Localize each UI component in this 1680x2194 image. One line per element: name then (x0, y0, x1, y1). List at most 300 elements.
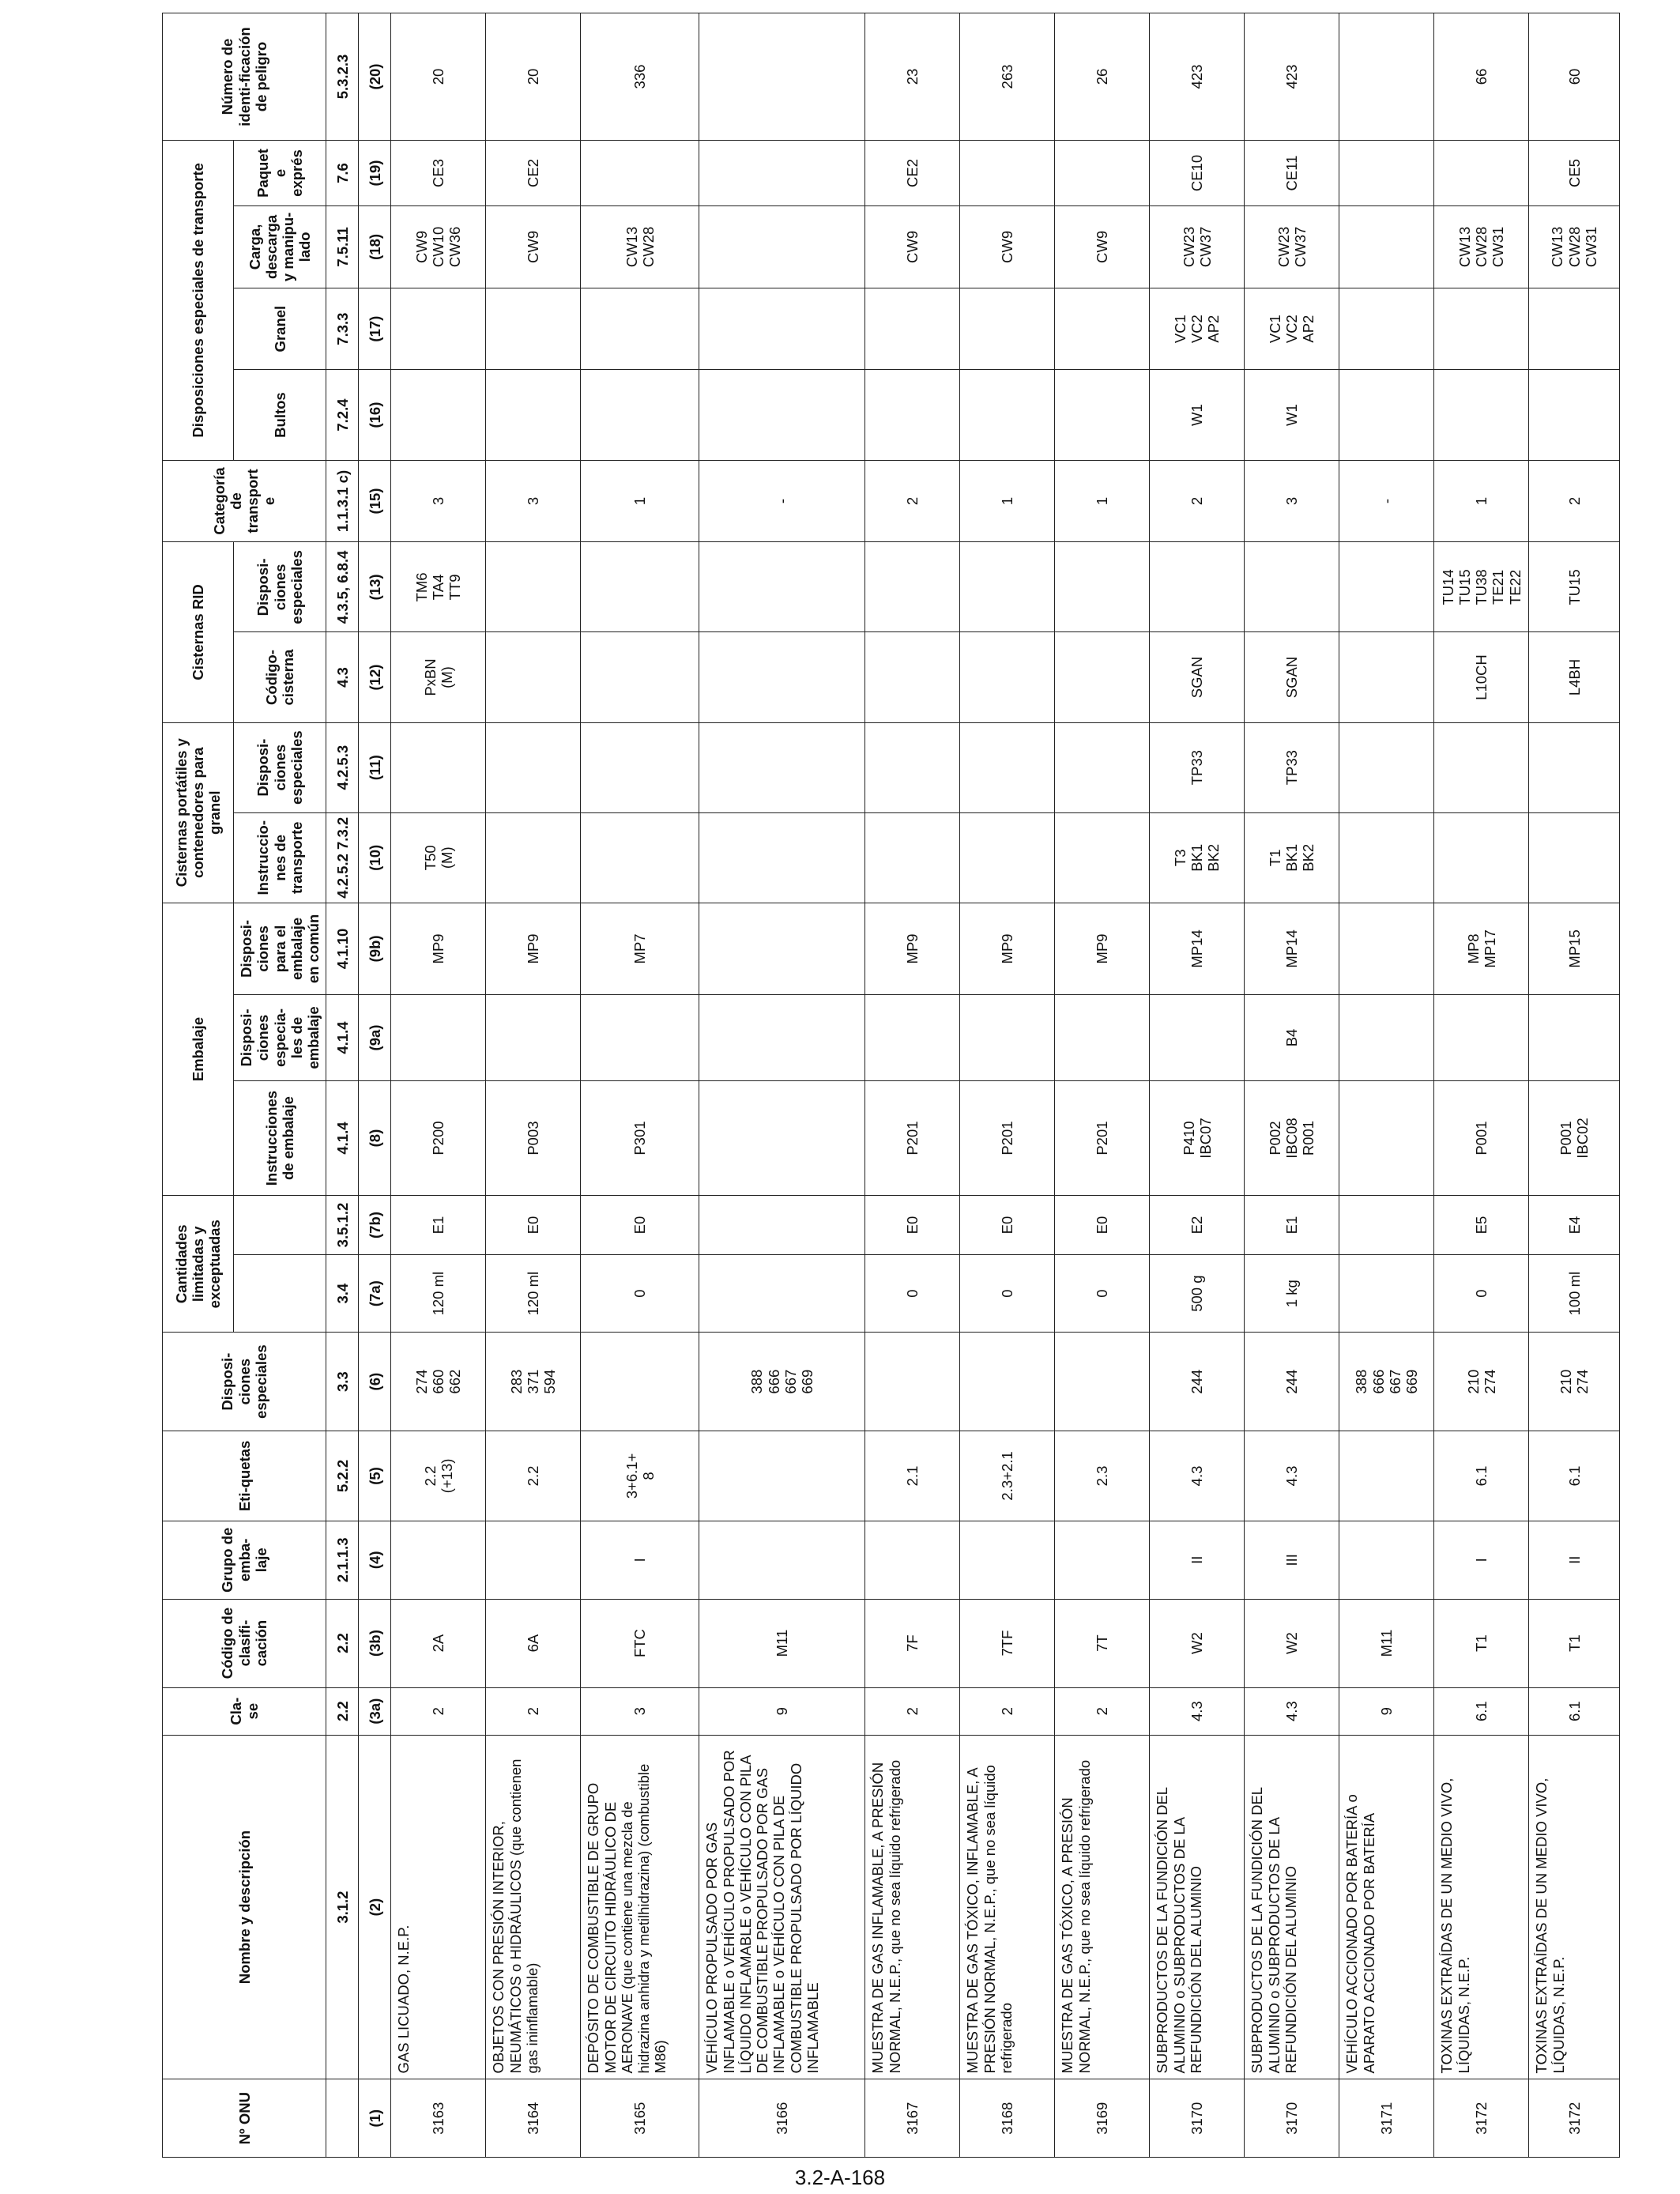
cell-c16 (1245, 370, 1339, 460)
cell-text: 423 (1283, 64, 1301, 89)
cell-c9a (960, 995, 1055, 1081)
cell-c17 (1150, 288, 1245, 370)
cell-text: 3172 (1473, 2102, 1490, 2135)
cell-text: 4.3 (1283, 1701, 1301, 1722)
header-bultos: Bultos (234, 370, 326, 460)
cell-c6 (1339, 1333, 1434, 1431)
cell-text: P001 (1473, 1121, 1490, 1155)
cell-c3b (1434, 1599, 1529, 1687)
header-disposiciones: Disposi-ciones especiales (163, 1333, 326, 1431)
cell-c11 (486, 722, 581, 812)
cell-text: 2.2 (+13) (421, 1458, 455, 1494)
cell-c10 (1434, 812, 1529, 903)
cell-text: OBJETOS CON PRESIÓN INTERIOR, NEUMÁTICOS o HIDRÁULICOS (que contienen gas ininflamable) (490, 1759, 541, 2074)
cell-c13 (1529, 542, 1620, 632)
cell-text: E0 (999, 1216, 1016, 1235)
cell-text: P002 IBC08 R001 (1266, 1118, 1317, 1159)
cell-c4 (1245, 1521, 1339, 1600)
cell-c11 (391, 722, 486, 812)
cell-c3b (865, 1599, 960, 1687)
cell-c9a (1339, 995, 1434, 1081)
cell-c11 (699, 722, 865, 812)
cell-c17 (1339, 288, 1434, 370)
cell-c8 (1434, 1080, 1529, 1195)
cell-text: SUBPRODUCTOS DE LA FUNDICIÓN DEL ALUMINIO o SUBPRODUCTOS DE LA REFUNDICIÓN DEL ALUMINIO (1249, 1787, 1299, 2074)
cell-c7a (1339, 1254, 1434, 1333)
header-cantidades-a (234, 1254, 326, 1333)
cell-c13 (960, 542, 1055, 632)
reference-row-cell: 1.1.3.1 c) (326, 460, 359, 542)
cell-c4 (391, 1521, 486, 1600)
column-number-row-cell: (16) (359, 370, 391, 460)
cell-c3a (486, 1687, 581, 1735)
cell-c5 (391, 1431, 486, 1521)
cell-c16 (699, 370, 865, 460)
cell-c19 (391, 141, 486, 206)
cell-c20 (1245, 13, 1339, 141)
cell-c8 (581, 1080, 699, 1195)
header-cantidades-b (234, 1196, 326, 1255)
rotated-table (162, 13, 1599, 2158)
cell-c8 (960, 1080, 1055, 1195)
cell-text: 3 (631, 1707, 649, 1716)
column-number-row-cell: (7a) (359, 1254, 391, 1333)
cell-text: 6.1 (1565, 1701, 1583, 1722)
reference-row (326, 13, 359, 2158)
cell-un (960, 2079, 1055, 2158)
cell-text: FTC (631, 1629, 649, 1658)
cell-text: 3168 (999, 2102, 1016, 2135)
header-codigo-cisterna: Código-cisterna (234, 632, 326, 722)
cell-c6 (1055, 1333, 1150, 1431)
column-number-row-cell: (10) (359, 812, 391, 903)
cell-name (1150, 1735, 1245, 2079)
cell-c17 (1245, 288, 1339, 370)
cell-c13 (1434, 542, 1529, 632)
cell-text: III (1283, 1554, 1301, 1566)
cell-c20 (1339, 13, 1434, 141)
cell-c12 (1055, 632, 1150, 722)
cell-text: SGAN (1283, 656, 1301, 699)
header-disp-embalaje: Disposi-ciones especia-les de embalaje (234, 995, 326, 1081)
cell-c18 (865, 206, 960, 288)
cell-text: 3164 (525, 2102, 542, 2135)
cell-text: T3 BK1 BK2 (1171, 843, 1222, 872)
cell-c15 (699, 460, 865, 542)
cell-text: P001 IBC02 (1558, 1118, 1591, 1159)
cell-c9a (486, 995, 581, 1081)
cell-c7b (1245, 1196, 1339, 1255)
cell-c7b (1434, 1196, 1529, 1255)
cell-text: 3167 (904, 2102, 921, 2135)
cell-c20 (960, 13, 1055, 141)
cell-c5 (581, 1431, 699, 1521)
header-cantidades: Cantidades limitadas y exceptuadas (163, 1196, 234, 1333)
cell-text: TP33 (1188, 750, 1206, 786)
cell-text: 2.2 (525, 1465, 542, 1487)
column-number-row-cell: (6) (359, 1333, 391, 1431)
cell-c9b (1339, 903, 1434, 994)
cell-c19 (1055, 141, 1150, 206)
cell-c9b (1529, 903, 1620, 994)
cell-c12 (865, 632, 960, 722)
cell-c13 (1339, 542, 1434, 632)
cell-c15 (1339, 460, 1434, 542)
header-instrucciones-embalaje: Instrucciones de embalaje (234, 1080, 326, 1195)
cell-text: 6A (525, 1634, 542, 1653)
table-row (1339, 13, 1434, 2158)
cell-c5 (486, 1431, 581, 1521)
cell-text: 120 ml (430, 1271, 447, 1316)
reference-row-cell: 7.2.4 (326, 370, 359, 460)
header-clase: Cla-se (163, 1687, 326, 1735)
cell-c12 (1529, 632, 1620, 722)
cell-c20 (1055, 13, 1150, 141)
cell-text: MP14 (1188, 929, 1206, 968)
cell-text: CW13 CW28 CW31 (1549, 226, 1599, 268)
cell-text: - (774, 498, 791, 504)
cell-c19 (1339, 141, 1434, 206)
cell-c10 (581, 812, 699, 903)
cell-text: E4 (1565, 1216, 1583, 1235)
cell-c10 (1055, 812, 1150, 903)
cell-text: 9 (1378, 1707, 1396, 1716)
cell-text: CW23 CW37 (1180, 226, 1214, 268)
cell-c3b (486, 1599, 581, 1687)
reference-row-cell: 3.4 (326, 1254, 359, 1333)
cell-text: 1 (999, 496, 1016, 506)
cell-text: 283 371 594 (507, 1369, 559, 1394)
cell-c19 (1529, 141, 1620, 206)
column-number-row-cell: (15) (359, 460, 391, 542)
reference-row-cell: 7.6 (326, 141, 359, 206)
cell-text: 3163 (430, 2102, 447, 2135)
cell-text: MP9 (1094, 933, 1111, 964)
cell-c19 (1245, 141, 1339, 206)
reference-row-cell: 7.3.3 (326, 288, 359, 370)
cell-c5 (960, 1431, 1055, 1521)
cell-c15 (1245, 460, 1339, 542)
cell-text: 4.3 (1188, 1465, 1206, 1487)
cell-c15 (1055, 460, 1150, 542)
cell-c8 (1150, 1080, 1245, 1195)
reference-row-cell: 4.3 (326, 632, 359, 722)
cell-c16 (1434, 370, 1529, 460)
cell-c11 (1150, 722, 1245, 812)
cell-c3b (1339, 1599, 1434, 1687)
cell-text: 500 g (1188, 1275, 1206, 1312)
cell-text: P003 (525, 1121, 542, 1155)
cell-text: 3172 (1565, 2102, 1583, 2135)
cell-text: 6.1 (1473, 1465, 1490, 1487)
cell-c20 (699, 13, 865, 141)
cell-text: 388 666 667 669 (1353, 1369, 1421, 1394)
header-carga: Carga, descarga y manipu-lado (234, 206, 326, 288)
cell-c16 (1055, 370, 1150, 460)
cell-c20 (486, 13, 581, 141)
cell-c6 (865, 1333, 960, 1431)
cell-text: E0 (904, 1216, 921, 1235)
cell-text: CE2 (904, 159, 921, 188)
cell-name (1434, 1735, 1529, 2079)
column-number-row-cell: (20) (359, 13, 391, 141)
cell-c9a (1529, 995, 1620, 1081)
cell-text: - (1378, 498, 1396, 504)
cell-text: 274 660 662 (412, 1369, 464, 1394)
cell-text: 100 ml (1565, 1271, 1583, 1316)
reference-row-cell: 3.1.2 (326, 1735, 359, 2079)
cell-text: P201 (999, 1121, 1016, 1155)
cell-c7b (1339, 1196, 1434, 1255)
cell-c20 (1529, 13, 1620, 141)
cell-c3a (391, 1687, 486, 1735)
cell-c8 (1245, 1080, 1339, 1195)
cell-text: E0 (525, 1216, 542, 1235)
cell-text: 2.1 (904, 1465, 921, 1487)
cell-c7b (960, 1196, 1055, 1255)
column-number-row (359, 13, 391, 2158)
cell-text: 3 (525, 496, 542, 506)
cell-c13 (1055, 542, 1150, 632)
header-cisternas-portatiles: Cisternas portátiles y contenedores para granel (163, 722, 234, 903)
cell-text: CE5 (1565, 159, 1583, 188)
cell-text: 9 (774, 1707, 791, 1716)
cell-name (1055, 1735, 1150, 2079)
cell-text: CW9 CW10 CW36 (412, 226, 464, 268)
cell-name (960, 1735, 1055, 2079)
cell-c19 (1150, 141, 1245, 206)
column-number-row-cell: (18) (359, 206, 391, 288)
cell-c13 (699, 542, 865, 632)
cell-c12 (581, 632, 699, 722)
cell-c7b (699, 1196, 865, 1255)
cell-text: GAS LICUADO, N.E.P. (395, 1924, 412, 2074)
cell-c16 (486, 370, 581, 460)
cell-c3a (1150, 1687, 1245, 1735)
cell-un (391, 2079, 486, 2158)
cell-c4 (1055, 1521, 1150, 1600)
cell-text: 3166 (774, 2102, 791, 2135)
cell-text: SUBPRODUCTOS DE LA FUNDICIÓN DEL ALUMINIO o SUBPRODUCTOS DE LA REFUNDICIÓN DEL ALUMINIO (1154, 1787, 1204, 2074)
cell-c19 (699, 141, 865, 206)
cell-text: MP9 (904, 933, 921, 964)
cell-c7a (391, 1254, 486, 1333)
header-peligro: Número de identi-ficación de peligro (163, 13, 326, 141)
reference-row-cell: 4.3.5, 6.8.4 (326, 542, 359, 632)
cell-name (391, 1735, 486, 2079)
cell-text: VEHÍCULO ACCIONADO POR BATERÍA o APARATO ACCIONADO POR BATERÍA (1343, 1794, 1377, 2074)
cell-text: TP33 (1283, 750, 1301, 786)
cell-c11 (1055, 722, 1150, 812)
cell-text: 3169 (1094, 2102, 1111, 2135)
cell-c3b (1245, 1599, 1339, 1687)
header-paquete: Paquete exprés (234, 141, 326, 206)
cell-un (699, 2079, 865, 2158)
cell-text: CW13 CW28 CW31 (1456, 226, 1507, 268)
cell-text: 388 666 667 669 (748, 1369, 816, 1394)
cell-text: MP8 MP17 (1464, 929, 1498, 968)
cell-c7a (960, 1254, 1055, 1333)
column-number-row-cell: (1) (359, 2079, 391, 2158)
cell-text: 2.3+2.1 (999, 1451, 1016, 1501)
table-body (326, 13, 1620, 2158)
cell-text: P301 (631, 1121, 649, 1155)
cell-c20 (391, 13, 486, 141)
table-row (865, 13, 960, 2158)
cell-c3b (699, 1599, 865, 1687)
cell-text: P201 (904, 1121, 921, 1155)
cell-c16 (391, 370, 486, 460)
cell-c12 (960, 632, 1055, 722)
cell-un (486, 2079, 581, 2158)
cell-text: 2 (904, 496, 921, 506)
cell-c13 (1150, 542, 1245, 632)
cell-c12 (1434, 632, 1529, 722)
cell-c18 (1434, 206, 1529, 288)
cell-c3a (581, 1687, 699, 1735)
cell-un (1339, 2079, 1434, 2158)
cell-text: VC1 VC2 AP2 (1171, 315, 1222, 344)
cell-text: T1 BK1 BK2 (1266, 843, 1317, 872)
cell-text: 23 (904, 68, 921, 85)
cell-c20 (1150, 13, 1245, 141)
cell-text: CW9 (904, 230, 921, 263)
cell-c16 (1150, 370, 1245, 460)
cell-text: MP14 (1283, 929, 1301, 968)
header-codigo: Código de clasifi-cación (163, 1599, 326, 1687)
cell-c3a (1339, 1687, 1434, 1735)
cell-text: CE11 (1283, 155, 1301, 191)
cell-c3b (581, 1599, 699, 1687)
cell-text: CE10 (1188, 154, 1206, 192)
cell-text: DEPÓSITO DE COMBUSTIBLE DE GRUPO MOTOR DE CIRCUITO HIDRÁULICO DE AERONAVE (que contiene una mezcla de hidrazina anhidra y metilhidrazina) (combustible M86) (585, 1763, 669, 2074)
cell-c18 (1245, 206, 1339, 288)
cell-text: E2 (1188, 1216, 1206, 1235)
cell-c11 (1529, 722, 1620, 812)
cell-name (865, 1735, 960, 2079)
cell-c8 (486, 1080, 581, 1195)
cell-c3a (699, 1687, 865, 1735)
cell-c7b (1055, 1196, 1150, 1255)
cell-c18 (960, 206, 1055, 288)
cell-c20 (1434, 13, 1529, 141)
cell-c6 (1245, 1333, 1339, 1431)
column-number-row-cell: (2) (359, 1735, 391, 2079)
cell-c18 (1150, 206, 1245, 288)
cell-c5 (1434, 1431, 1529, 1521)
cell-c19 (865, 141, 960, 206)
table-row (391, 13, 486, 2158)
cell-c9a (1434, 995, 1529, 1081)
cell-c19 (960, 141, 1055, 206)
cell-text: TU14 TU15 TU38 TE21 TE22 (1439, 569, 1524, 605)
cell-c11 (1245, 722, 1339, 812)
column-number-row-cell: (5) (359, 1431, 391, 1521)
cell-text: 4.3 (1188, 1701, 1206, 1722)
cell-c16 (1339, 370, 1434, 460)
table-row (581, 13, 699, 2158)
cell-c6 (699, 1333, 865, 1431)
cell-c8 (865, 1080, 960, 1195)
cell-text: 3171 (1378, 2102, 1396, 2135)
cell-text: 1 kg (1283, 1280, 1301, 1308)
cell-c9b (699, 903, 865, 994)
cell-c8 (1055, 1080, 1150, 1195)
cell-c16 (865, 370, 960, 460)
cell-c5 (1529, 1431, 1620, 1521)
reference-row-cell: 3.5.1.2 (326, 1196, 359, 1255)
cell-c3b (1055, 1599, 1150, 1687)
cell-c19 (486, 141, 581, 206)
cell-un (1150, 2079, 1245, 2158)
cell-c4 (1529, 1521, 1620, 1600)
cell-c6 (391, 1333, 486, 1431)
cell-c18 (1529, 206, 1620, 288)
cell-c4 (581, 1521, 699, 1600)
table-row (1245, 13, 1339, 2158)
cell-c6 (1529, 1333, 1620, 1431)
cell-text: W1 (1283, 404, 1301, 426)
cell-name (1339, 1735, 1434, 2079)
cell-text: TOXINAS EXTRAÍDAS DE UN MEDIO VIVO, LÍQUIDAS, N.E.P. (1438, 1777, 1472, 2074)
cell-text: I (631, 1558, 649, 1563)
cell-text: TOXINAS EXTRAÍDAS DE UN MEDIO VIVO, LÍQUIDAS, N.E.P. (1533, 1777, 1567, 2074)
cell-c7b (1150, 1196, 1245, 1255)
cell-c10 (1339, 812, 1434, 903)
column-number-row-cell: (9b) (359, 903, 391, 994)
cell-text: 3 (1283, 496, 1301, 506)
cell-c7a (486, 1254, 581, 1333)
header-embalaje: Embalaje (163, 903, 234, 1195)
cell-c4 (1150, 1521, 1245, 1600)
reference-row-cell: 3.3 (326, 1333, 359, 1431)
cell-name (699, 1735, 865, 2079)
cell-c4 (486, 1521, 581, 1600)
cell-c4 (865, 1521, 960, 1600)
cell-c13 (391, 542, 486, 632)
cell-c4 (960, 1521, 1055, 1600)
rotated-table-container (162, 13, 1599, 2158)
cell-c3a (1055, 1687, 1150, 1735)
cell-c18 (1055, 206, 1150, 288)
cell-text: 2 (1188, 496, 1206, 506)
cell-c15 (391, 460, 486, 542)
cell-c16 (960, 370, 1055, 460)
cell-text: 26 (1094, 68, 1111, 85)
header-disp-portatiles: Disposi-ciones especiales (234, 722, 326, 812)
cell-c17 (1529, 288, 1620, 370)
cell-c15 (1150, 460, 1245, 542)
cell-c8 (1339, 1080, 1434, 1195)
cell-text: 336 (631, 64, 649, 89)
cell-c4 (699, 1521, 865, 1600)
cell-c11 (1339, 722, 1434, 812)
cell-c6 (1434, 1333, 1529, 1431)
cell-text: TU15 (1565, 569, 1583, 605)
reference-row-cell: 2.1.1.3 (326, 1521, 359, 1600)
cell-c9b (1150, 903, 1245, 994)
header-name: Nombre y descripción (163, 1735, 326, 2079)
cell-c5 (865, 1431, 960, 1521)
cell-text: 3165 (631, 2102, 649, 2135)
cell-c18 (486, 206, 581, 288)
cell-c8 (699, 1080, 865, 1195)
cell-c6 (1150, 1333, 1245, 1431)
cell-text: CE2 (525, 159, 542, 188)
cell-text: 1 (1473, 496, 1490, 506)
cell-c5 (1150, 1431, 1245, 1521)
cell-un (1245, 2079, 1339, 2158)
